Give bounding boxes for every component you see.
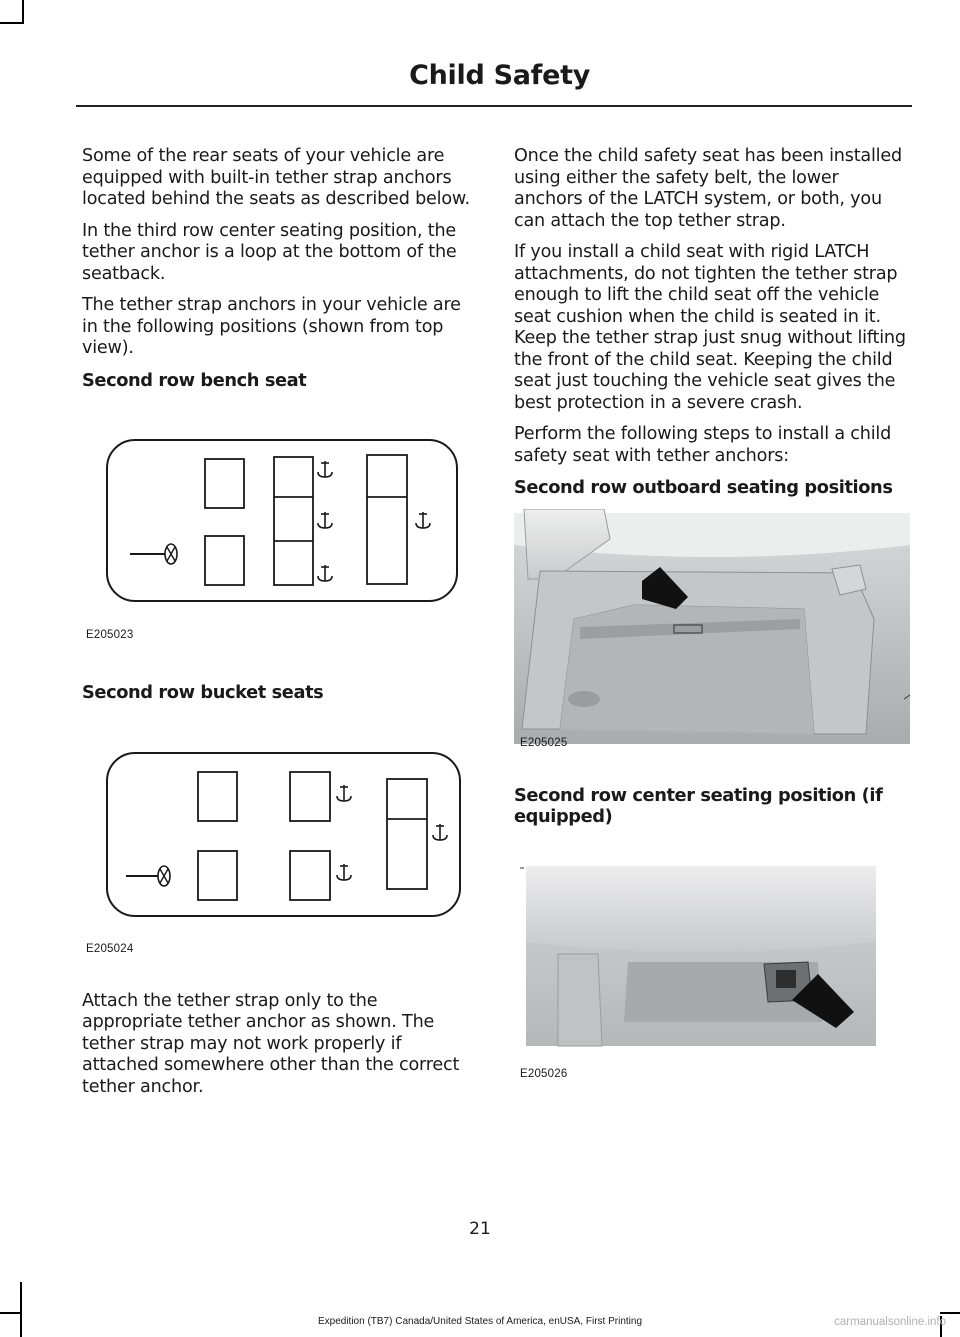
page-title: Child Safety [409, 60, 590, 91]
center-seat-heading: Second row center seating position (if equipped) [514, 784, 883, 827]
figure-code: E205023 [86, 629, 134, 641]
bucket-seats-diagram [82, 752, 462, 967]
figure-code: E205026 [520, 1067, 568, 1080]
bench-seat-figure [82, 439, 474, 654]
third-row-paragraph: In the third row center seating position, the tether anchor is a loop at the bottom of the seatback. [82, 220, 457, 284]
center-figure [514, 862, 906, 1087]
anchor-icon [318, 512, 332, 528]
intro-paragraph: Some of the rear seats of your vehicle are equipped with built-in tether strap anchors located behind the seats as described below. [82, 146, 470, 209]
bucket-seats-figure [82, 752, 474, 967]
crop-mark [22, 0, 24, 24]
anchor-icon [337, 785, 351, 801]
left-column [82, 146, 474, 1108]
top-tether-paragraph: Once the child safety seat has been installed using either the safety belt, the lower anchors of the LATCH system, or both, you can attach the top tether strap. [514, 146, 902, 231]
bucket-seats-heading: Second row bucket seats [82, 682, 324, 703]
crop-mark [0, 1312, 20, 1314]
header-divider [76, 105, 912, 107]
outboard-heading: Second row outboard seating positions [514, 477, 893, 498]
anchor-icon [416, 512, 430, 528]
watermark: carmanualsonline.info [834, 1316, 946, 1328]
figure-code: E205025 [520, 736, 568, 749]
page-number: 21 [469, 1219, 491, 1239]
anchor-icon [318, 565, 332, 581]
crop-mark [20, 1282, 22, 1337]
center-seat-photo [518, 862, 878, 1052]
outboard-seat-photo [514, 509, 910, 749]
anchor-icon [337, 864, 351, 880]
bench-seat-heading: Second row bench seat [82, 369, 307, 391]
outboard-figure [514, 509, 906, 759]
right-column [514, 146, 906, 1087]
bench-seat-diagram [82, 439, 462, 654]
crop-mark [0, 22, 24, 24]
footer-edition: Expedition (TB7) Canada/United States of America, enUSA, First Printing [317, 1316, 643, 1327]
anchor-icon [318, 461, 332, 477]
install-steps-paragraph: Perform the following steps to install a child safety seat with tether anchors: [514, 424, 892, 466]
figure-code: E205024 [86, 942, 134, 955]
rigid-latch-paragraph: If you install a child seat with rigid LATCH attachments, do not tighten the tether strap enough to lift the child seat off the vehicle seat cushion when the child is seated in it. Keep the tether strap just snug without lifting the front of the child seat. Keeping the child seat just touching the vehicle seat gives the best protection in a severe crash. [514, 242, 906, 413]
attach-warning-paragraph: Attach the tether strap only to the appropriate tether anchor as shown. The tether strap may not work properly if attached somewhere other than the correct tether anchor. [82, 990, 460, 1097]
positions-paragraph: The tether strap anchors in your vehicle are in the following positions (shown from top view). [82, 295, 461, 358]
anchor-icon [433, 824, 447, 840]
crop-mark [940, 1312, 960, 1314]
